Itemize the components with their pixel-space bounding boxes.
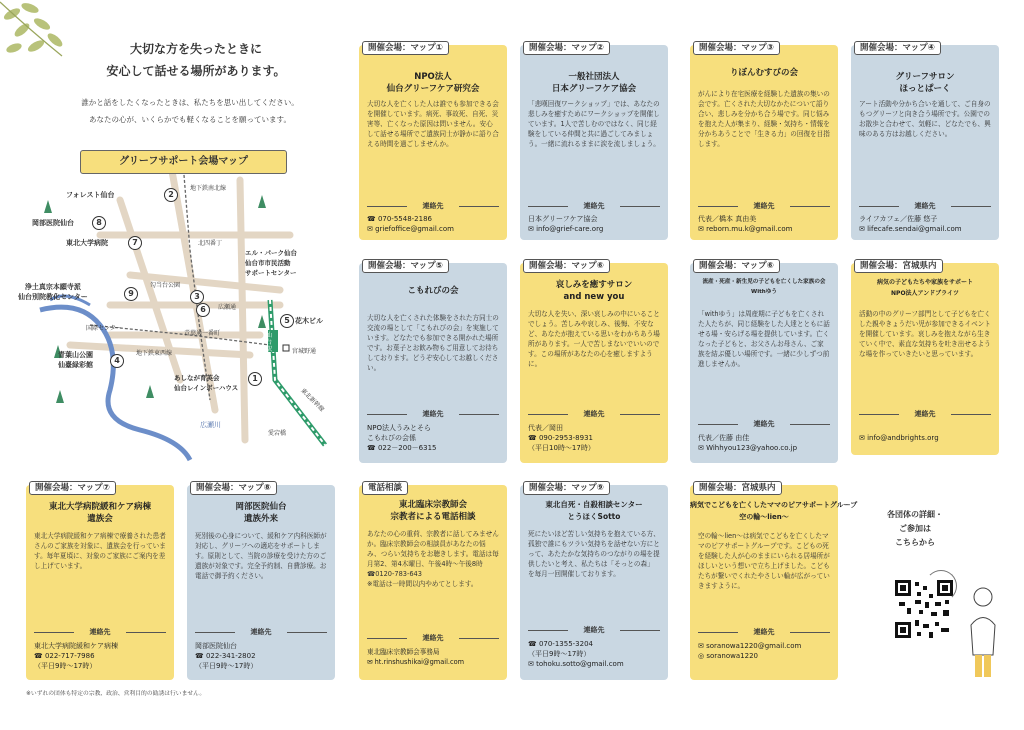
card-body: 「悲嘆回復ワークショップ」では、あなたの悲しみを癒すためにワークショップを開催しています。1人で苦しむのではなく、同じ経験をしている仲間と共に過ごしてみましょう。一緒に流れるままに涙を流しましょう。 [528, 100, 660, 148]
card-c1 [359, 45, 507, 240]
contact-heading: 連絡先 [195, 627, 327, 637]
label-tohoku: 東北大学病院 [66, 239, 108, 247]
card-body: アート活動や分かち合いを通して、ご自身のもつグリーフと向き合う場所です。公園でのお散歩と合わせて、気軽に、どなたでも、興味のある方はお越しください。 [859, 100, 991, 138]
card-c6 [520, 263, 668, 463]
card-body: 死にたいほど苦しい気持ちを抱えている方、孤独で誰にもツラい気持ちを話せない方にとって、あたたかな気持ちのつながりの場を提供したいと考え、私たちは「そっとの森」を毎月一回開催しております。 [528, 530, 660, 578]
card-body: 死別後の心身について、緩和ケア内科医師が対応し、グリーフへの適応をサポートします。原則として、当院の診療を受けた方のご遺族が対象です。完全予約制、自費診療。お電話で御予約ください。 [195, 532, 327, 580]
card-body: がんにより在宅医療を経験した遺族の集いの会です。亡くされた大切なかたについて語り合い、悲しみを分かち合う場です。同じ悩みを抱えた人が集まり、経験・気持ち・情報を分かちあうことで「生きる力」の回復を目指します。 [698, 90, 830, 148]
marker-2[interactable]: 2 [164, 188, 178, 202]
card-contact[interactable]: ライフカフェ／佐藤 悠子 ✉ lifecafe.sendai@gmail.com [859, 215, 962, 233]
card-contact[interactable]: ☎ 070-1355-3204 （平日9時～17時） ✉ tohoku.sotto@gmail.com [528, 640, 624, 668]
card-c10 [187, 485, 335, 680]
card-title: 一般社団法人 日本グリーフケア協会 [551, 72, 637, 94]
marker-8[interactable]: 8 [92, 216, 106, 230]
grief-support-map [18, 140, 345, 465]
card-title: 東北大学病院緩和ケア病棟 遺族会 [48, 502, 151, 524]
contact-heading: 連絡先 [367, 201, 499, 211]
card-body: あなたの心の重荷、宗教者に話してみませんか。臨床宗教師会の相談員があなたの悩み、つらい気持ちをお聴きします。電話は毎月第2、第4木曜日、午後4時～午後8時 ☎0120-783-643 ※電話は一時間以内やめてとします。 [367, 530, 499, 588]
label-forest: フォレスト仙台 [66, 191, 115, 199]
card-body: 大切な人を亡くした人は誰でも参加できる会を開催しています。病死、事故死、自死、災害等、亡くなった原因は問いません。安心して話せる場所でご遺族同士が静かに語り合える時間を過ごしませんか。 [367, 100, 499, 148]
label-kitayon: 北四番丁 [198, 240, 223, 247]
card-title: 流産・死産・新生児の子どもを亡くした家族の会 Withゆう [702, 279, 826, 295]
card-contact[interactable]: ✉ soranowa1220@gmail.com ◎ soranowa1220 [698, 642, 802, 660]
card-contact[interactable]: 東北臨床宗教師会事務局 ✉ ht.rinshushikai@gmail.com [367, 648, 465, 666]
marker-1[interactable]: 1 [248, 372, 262, 386]
card-tag: 開催会場：宮城県内 [693, 481, 782, 495]
contact-heading: 連絡先 [698, 201, 830, 211]
contact-heading: 連絡先 [528, 201, 660, 211]
card-c5 [359, 263, 507, 463]
card-title: 岡部医院仙台 遺族外来 [235, 502, 287, 524]
marker-9[interactable]: 9 [124, 287, 138, 301]
card-contact[interactable]: 日本グリーフケア協会 ✉ info@grief-care.org [528, 215, 604, 233]
card-contact[interactable]: 東北大学病院緩和ケア病棟 ☎ 022-717-7986 （平日9時～17時） [34, 642, 118, 670]
card-contact[interactable]: 岡部医院仙台 ☎ 022-341-2802 （平日9時～17時） [195, 642, 258, 670]
contact-heading: 連絡先 [34, 627, 166, 637]
card-c7 [690, 263, 838, 463]
label-shinkansen: 東北新幹線 [299, 387, 326, 414]
contact-heading: 連絡先 [859, 201, 991, 211]
label-koto: 勾当台公園 [150, 282, 181, 289]
card-c11 [359, 485, 507, 680]
card-title: 東北自死・自殺相談センター とうほくSotto [545, 500, 643, 521]
map-banner: グリーフサポート会場マップ [80, 150, 287, 174]
marker-3[interactable]: 3 [190, 290, 204, 304]
contact-heading: 連絡先 [698, 627, 830, 637]
card-tag: 開催会場：マップ⑦ [29, 481, 116, 495]
marker-5[interactable]: 5 [280, 314, 294, 328]
card-c3 [690, 45, 838, 240]
marker-7[interactable]: 7 [128, 236, 142, 250]
card-tag: 開催会場：マップ③ [693, 41, 780, 55]
label-aoba: 青葉山公園 仙臺緑彩館 [58, 351, 93, 369]
label-aobadori: 青葉通一番町 [184, 330, 221, 337]
contact-heading: 連絡先 [528, 625, 660, 635]
card-body: 大切な人を失い、深い哀しみの中にいることでしょう。苦しみや哀しみ、後悔、不安など、あなたが抱えている思いをわかちあう場所があります。一人で苦しまないでいいのです。この場所があなたの心を癒しますように。 [528, 310, 660, 368]
card-body: 大切な人を亡くされた体験をされた方同士の交流の場として「こもれびの会」を実施しています。どなたでも参加できる開かれた場所です。お菓子とお飲み物もご用意してお待ちしております。どうぞ安心してお越しください。 [367, 314, 499, 372]
card-contact[interactable]: ✉ info@andbrights.org [859, 434, 939, 442]
card-tag: 開催会場：宮城県内 [854, 259, 943, 273]
label-kokusai: 国際センター [86, 325, 122, 332]
card-tag: 開催会場：マップ⑥ [523, 259, 610, 273]
card-body: 活動の中のグリーフ部門として子どもを亡くした親やきょうだい児が参加できるイベントを開催しています。哀しみを抱えながら生きていく中で、素直な気持ちを吐き出せるような場を作っていきたいと思っています。 [859, 310, 991, 358]
card-body: 空の輪～lien～は病気でこどもを亡くしたママのピアサポートグループです。こどもの死を経験した人が心のままにいられる居場所がほしいという想いで立ち上げました。こどもたちが繋いでくれたやさしい輪が広がっていきますように。 [698, 532, 830, 590]
title-line-2: 安心して話せる場所があります。 [106, 64, 286, 78]
intro-line-2: あなたの心が、いくらかでも軽くなることを願っています。 [89, 115, 291, 124]
card-contact[interactable]: 代表／橋本 真由美 ✉ reborn.mu.k@gmail.com [698, 215, 793, 233]
label-hanaki: 花木ビル [295, 317, 323, 325]
label-sendai-station: 仙台駅 [266, 332, 273, 353]
card-body: 東北大学病院緩和ケア病棟で療養された患者さんのご家族を対象に、遺族会を行っています。毎年夏頃に、対象のご家族にご案内を差し上げています。 [34, 532, 166, 570]
card-c9 [26, 485, 174, 680]
footer-note: ※いずれの団体も特定の宗教、政治、営利目的の勧誘は行いません。 [26, 691, 206, 697]
card-c12 [520, 485, 668, 680]
leaf-decoration [0, 0, 70, 70]
label-miyagino: 宮城野通 [292, 348, 317, 355]
contact-heading: 連絡先 [528, 409, 660, 419]
label-ashinaga: あしなが育英会 仙台レインボーハウス [174, 374, 239, 392]
label-hirosegawa: 広瀬川 [200, 421, 221, 429]
card-contact[interactable]: 代表／佐藤 由佳 ✉ Wihhyou123@yahoo.co.jp [698, 434, 798, 452]
card-title: りぼんむすびの会 [729, 68, 798, 78]
qr-caption: 各団体の詳細・ ご参加は こちらから [887, 510, 943, 547]
title-line-1: 大切な方を失ったときに [129, 42, 262, 56]
card-title: こもれびの会 [407, 286, 459, 296]
card-contact[interactable]: NPO法人うみとそら こもれびの会係 ☎ 022－200－6315 [367, 424, 437, 452]
card-title: 病気の子どもたちや家族をサポート NPO法人アンドブライツ [876, 279, 973, 297]
card-title: 東北臨床宗教師会 宗教者による電話相談 [390, 500, 476, 522]
card-title: NPO法人 仙台グリーフケア研究会 [386, 72, 480, 94]
label-tozai: 地下鉄東西線 [136, 350, 173, 357]
card-body: 「withゆう」は周産期に子どもを亡くされた人たちが、同じ経験をした人達とともに話せる場・安らげる場を提供しています。亡くなった子どもと、お父さんお母さん、ご家族を結ぶ優しい場所です。一緒に少しずつ前進しませんか。 [698, 310, 830, 368]
person-illustration-icon [966, 585, 1000, 680]
card-title: 病気でこどもを亡くしたママのピアサポートグループ 空の輪～lien～ [690, 501, 858, 521]
card-tag: 電話相談 [362, 481, 408, 495]
label-jodo: 浄土真宗本願寺派 仙台別院教化センター [18, 283, 88, 301]
card-tag: 開催会場：マップ① [362, 41, 449, 55]
contact-heading: 連絡先 [367, 633, 499, 643]
contact-heading: 連絡先 [698, 419, 830, 429]
card-title: グリーフサロン ほっとぱーく [895, 72, 955, 94]
card-contact[interactable]: 代表／岡田 ☎ 090-2953-8931 （平日10時～17時） [528, 424, 595, 452]
contact-heading: 連絡先 [859, 409, 991, 419]
arrow-curve [925, 570, 957, 602]
card-tag: 開催会場：マップ④ [854, 41, 941, 55]
contact-heading: 連絡先 [367, 409, 499, 419]
card-c2 [520, 45, 668, 240]
card-tag: 開催会場：マップ⑨ [523, 481, 610, 495]
card-c4 [851, 45, 999, 240]
label-obu: 岡部医院仙台 [32, 219, 74, 227]
marker-4[interactable]: 4 [110, 354, 124, 368]
card-contact[interactable]: ☎ 070-5548-2186 ✉ griefoffice@gmail.com [367, 215, 454, 233]
card-tag: 開催会場：マップ⑧ [190, 481, 277, 495]
intro-line-1: 誰かと話をしたくなったときは、私たちを思い出してください。 [81, 98, 299, 107]
card-tag: 開催会場：マップ⑥ [693, 259, 780, 273]
label-elpark: エル・パーク仙台 仙台市市民活動 サポートセンター [245, 249, 297, 277]
card-tag: 開催会場：マップ② [523, 41, 610, 55]
label-hirose: 広瀬通 [218, 304, 237, 311]
marker-6[interactable]: 6 [196, 303, 210, 317]
card-c13 [690, 485, 858, 680]
label-subway: 地下鉄南北線 [190, 185, 227, 192]
card-c8 [851, 263, 999, 455]
card-tag: 開催会場：マップ⑤ [362, 259, 449, 273]
label-atagobashi: 愛宕橋 [268, 430, 287, 437]
card-title: 哀しみを癒すサロン and new you [555, 280, 633, 302]
